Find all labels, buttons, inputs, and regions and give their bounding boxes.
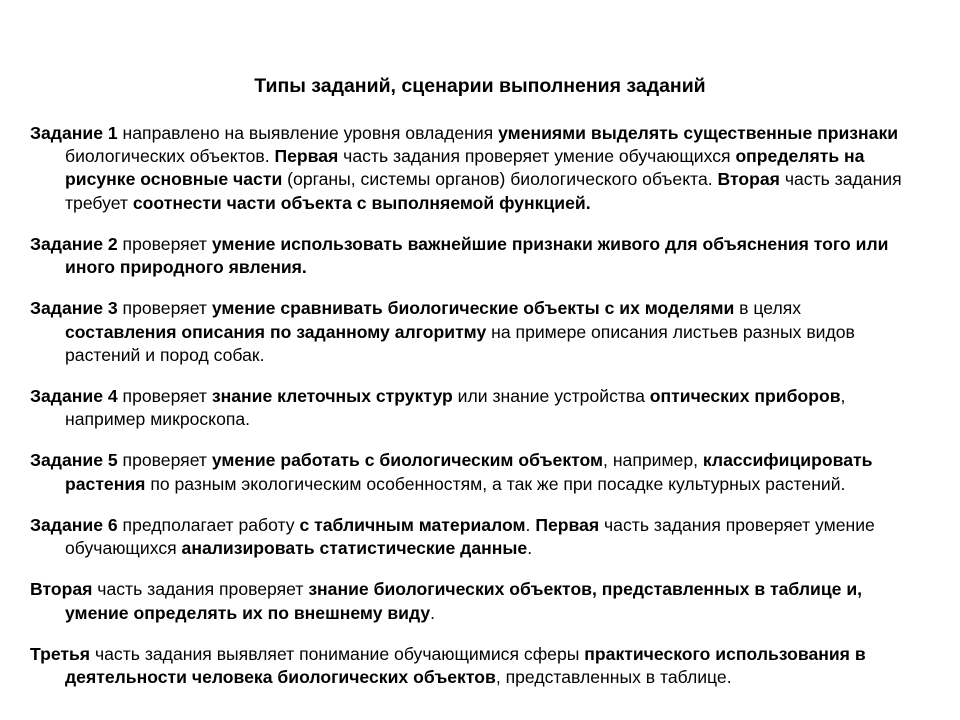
emphasis-run: умениями выделять существенные признаки [498, 122, 899, 143]
text-run: часть задания проверяет умение обучающихся [65, 514, 875, 559]
task-1-label: Задание 1 [30, 122, 118, 143]
text-run: проверяет [117, 298, 212, 319]
text-run: по разным экологическим особенностям, а так же при посадке культурных растений. [145, 473, 846, 494]
emphasis-run: Первая [274, 146, 339, 166]
text-run: направлено на выявление уровня овладения [117, 122, 499, 143]
task-6-paragraph [30, 514, 910, 561]
task-2-label: Задание 2 [30, 233, 118, 254]
task-1-paragraph [30, 122, 910, 216]
third-part-label: Третья [30, 643, 91, 664]
emphasis-run: знание биологических объектов, представленных в таблице и, умение определять их по внешнему виду [65, 579, 863, 623]
text-run: (органы, системы органов) биологического объекта. [282, 169, 718, 190]
text-run: . [527, 538, 533, 559]
text-run: часть задания проверяет [92, 579, 309, 600]
emphasis-run: Первая [535, 514, 600, 535]
emphasis-run: Вторая [717, 169, 780, 190]
task-6-second-part-paragraph [30, 578, 910, 625]
emphasis-run: оптических приборов [649, 386, 841, 407]
task-4-paragraph [30, 385, 910, 432]
text-run: , представленных в таблице. [495, 667, 732, 688]
emphasis-run: с табличным материалом [299, 514, 526, 535]
text-run: в целях [734, 298, 802, 319]
emphasis-run: умение работать с биологическим объектом [211, 450, 604, 471]
text-run: . [430, 602, 436, 623]
text-run: , например микроскопа. [65, 386, 846, 430]
emphasis-run: практического использования в деятельности человека биологических объектов [65, 643, 866, 688]
text-run: или знание устройства [452, 386, 650, 407]
slide-body [30, 104, 910, 694]
text-run: часть задания требует [65, 169, 902, 213]
task-2-paragraph [30, 233, 910, 280]
slide-title: Типы заданий, сценарии выполнения заданий [254, 75, 706, 97]
task-5-label: Задание 5 [30, 450, 118, 471]
emphasis-run: умение использовать важнейшие признаки живого для объяснения того или иного природного явления. [65, 233, 889, 278]
task-3-label: Задание 3 [30, 298, 118, 319]
text-run: биологических объектов. [65, 146, 275, 166]
task-5-paragraph [30, 449, 910, 496]
text-run: , например, [603, 450, 703, 471]
emphasis-run: определять на рисунке основные части [65, 146, 865, 190]
emphasis-run: умение сравнивать биологические объекты с их моделями [211, 298, 735, 319]
text-run: проверяет [117, 233, 212, 254]
text-run: проверяет [117, 450, 212, 471]
text-run: предполагает работу [117, 514, 300, 535]
task-6-label: Задание 6 [30, 514, 118, 535]
task-4-label: Задание 4 [30, 386, 118, 407]
text-run: . [525, 514, 536, 535]
task-3-paragraph [30, 297, 910, 367]
emphasis-run: составления описания по заданному алгоритму [65, 321, 487, 342]
task-6-third-part-paragraph [30, 643, 910, 690]
text-run: проверяет [117, 386, 212, 407]
emphasis-run: анализировать статистические данные [181, 538, 528, 559]
emphasis-run: классифицировать растения [65, 450, 873, 494]
second-part-label: Вторая [30, 579, 93, 600]
emphasis-run: знание клеточных структур [211, 386, 453, 407]
text-run: на примере описания листьев разных видов растений и пород собак. [65, 321, 855, 366]
text-run: часть задания проверяет умение обучающихся [338, 146, 736, 166]
text-run: часть задания выявляет понимание обучающимися сферы [90, 643, 585, 664]
emphasis-run: соотнести части объекта с выполняемой функцией. [132, 192, 591, 213]
